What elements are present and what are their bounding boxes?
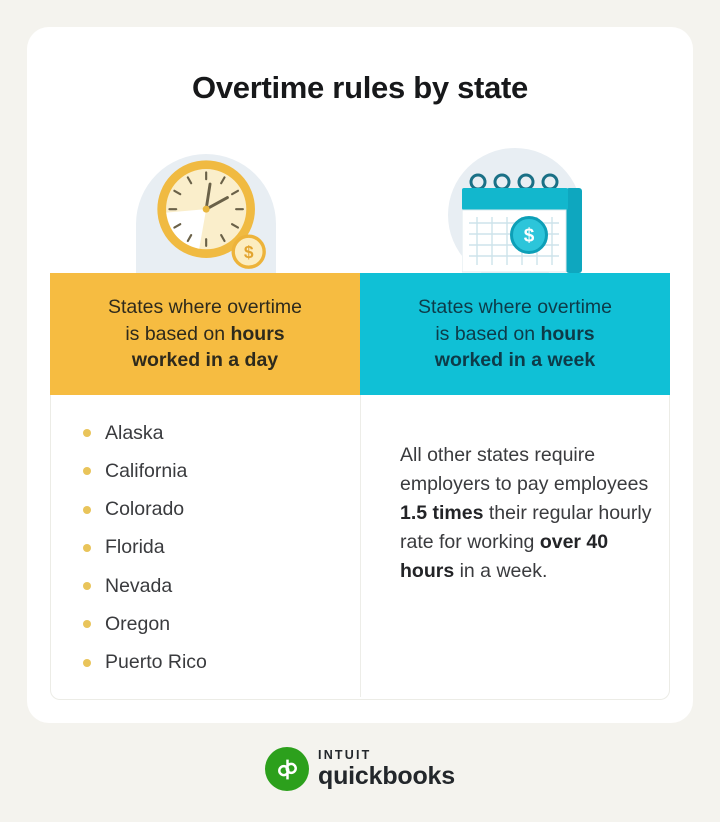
brand-footer: [0, 747, 720, 791]
bullet-icon: [83, 429, 91, 437]
week-based-note: All other states require employers to pay employees 1.5 times their regular hourly rate for working over 40 hours in a week.: [400, 443, 652, 582]
list-item: [83, 612, 207, 636]
brand-wordmark: [318, 749, 455, 789]
bullet-icon: [83, 467, 91, 475]
calendar-money-icon: [462, 172, 586, 273]
quickbooks-logo-icon: [265, 747, 309, 791]
bullet-icon: [83, 620, 91, 628]
state-name: Florida: [105, 536, 165, 559]
list-item: [83, 651, 207, 675]
list-item: [83, 421, 207, 445]
header-day-line3: worked in a day: [131, 349, 279, 372]
column-divider: [360, 395, 361, 697]
clock-money-icon: [153, 156, 269, 272]
qb-monogram-icon: [274, 756, 301, 783]
state-name: Puerto Rico: [105, 651, 207, 674]
svg-text:$: $: [243, 241, 254, 262]
bullet-icon: [83, 506, 91, 514]
list-item: [83, 498, 207, 522]
bullet-icon: [83, 582, 91, 590]
state-name: California: [105, 459, 188, 482]
bullet-icon: [83, 544, 91, 552]
header-day-line1: States where overtime: [107, 296, 302, 319]
header-week-line1: States where overtime: [417, 296, 612, 319]
list-item: [83, 536, 207, 560]
state-name: Oregon: [105, 612, 171, 635]
list-item: [83, 459, 207, 483]
list-item: [83, 574, 207, 598]
header-week-line3: worked in a week: [434, 349, 596, 372]
page-title: Overtime rules by state: [192, 70, 528, 105]
state-name: Alaska: [105, 421, 164, 444]
header-week-line2: is based on hours: [435, 322, 595, 345]
state-name: Nevada: [105, 574, 173, 597]
brand-quickbooks-label: quickbooks: [318, 761, 455, 790]
day-based-state-list: [83, 421, 207, 689]
bullet-icon: [83, 659, 91, 667]
header-day-line2: is based on hours: [125, 322, 285, 345]
state-name: Colorado: [105, 498, 185, 521]
header-day-based: [50, 273, 360, 395]
brand-intuit-label: INTUIT: [318, 748, 372, 762]
svg-text:$: $: [523, 225, 535, 247]
header-week-based: [360, 273, 670, 395]
